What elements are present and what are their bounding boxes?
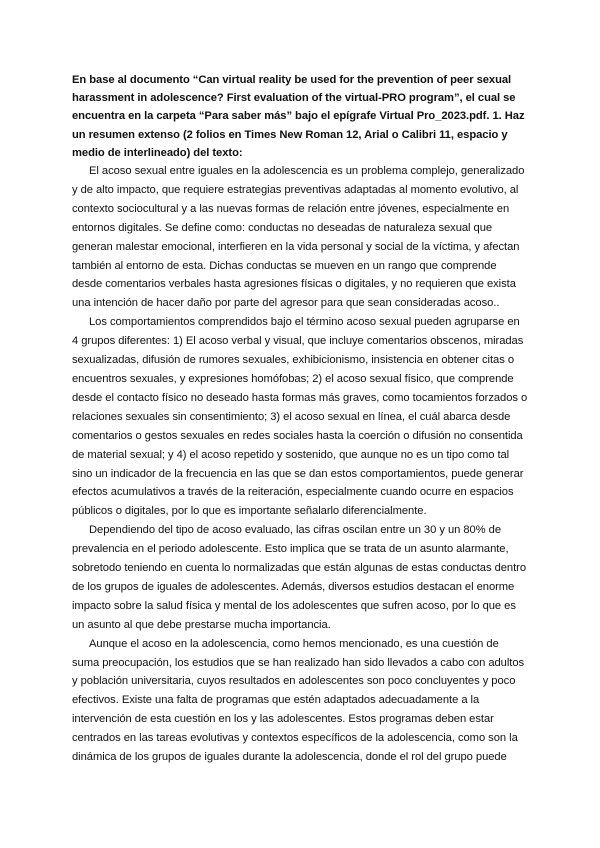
paragraph-prevalence: Dependiendo del tipo de acoso evaluado, las cifras oscilan entre un 30 y un 80% de prevalencia en el periodo adolescente. Esto implica que se trata de un asunto alarmante, sobretodo teniendo en cuenta lo normalizadas que están algunas de estas conductas dentro de los grupos de iguales de adolescentes. Además, diversos estudios destacan el enorme impacto sobre la salud física y mental de los adolescentes que sufren acoso, por lo que es un asunto al que debe prestarse mucha importancia.	[72, 524, 526, 631]
assignment-heading: En base al documento “Can virtual reality be used for the prevention of peer sexual harassment in adolescence? First evaluation of the virtual-PRO program”, el cual se encuentra en la carpeta “Para saber más” bajo el epígrafe Virtual Pro_2023.pdf. 1. Haz un resumen extenso (2 folios en Times New Roman 12, Arial o Calibri 11, espacio y medio de interlineado) del texto:	[72, 74, 525, 159]
paragraph-programs: Aunque el acoso en la adolescencia, como hemos mencionado, es una cuestión de suma preocupación, los estudios que se han realizado han sido llevados a cabo con adultos y población universitaria, cuyos resultados en adolescentes son poco concluyentes y poco efectivos. Existe una falta de programas que estén adaptados adecuadamente a la intervención de esta cuestión en los y las adolescentes. Estos programas deben estar centrados en las tareas evolutivas y contextos específicos de la adolescencia, como son la dinámica de los grupos de iguales durante la adolescencia, donde el rol del grupo puede	[72, 637, 525, 764]
paragraph-types: Los comportamientos comprendidos bajo el término acoso sexual pueden agruparse en 4 grupos diferentes: 1) El acoso verbal y visual, que incluye comentarios obscenos, miradas sexualizadas, difusión de rumores sexuales, exhibicionismo, insistencia en obtener citas o encuentros sexuales, y expresiones homófobas; 2) el acoso sexual físico, que comprende desde el contacto físico no deseado hasta formas más graves, como tocamientos forzados o relaciones sexuales sin consentimiento; 3) el acoso sexual en línea, el cuál abarca desde comentarios o gestos sexuales en redes sociales hasta la coerción o difusión no consentida de material sexual; y 4) el acoso repetido y sostenido, que aunque no es un tipo como tal sino un indicador de la frecuencia en las que se dan estos comportamientos, puede generar efectos acumulativos a través de la reiteración, especialmente cuando ocurre en espacios públicos o digitales, por lo que es importante señalarlo diferencialmente.	[72, 316, 528, 518]
paragraph-definition: El acoso sexual entre iguales en la adolescencia es un problema complejo, generalizado y de alto impacto, que requiere estrategias preventivas adaptadas al momento evolutivo, al contexto sociocultural y a las nuevas formas de relación entre jóvenes, especialmente en entornos digitales. Se define como: conductas no deseadas de naturaleza sexual que generan malestar emocional, interfieren en la vida personal y social de la víctima, y afectan también al entorno de esta. Dichas conductas se mueven en un rango que comprende desde comentarios verbales hasta agresiones físicas o digitales, y no requieren que exista una intención de hacer daño por parte del agresor para que sean consideradas acoso..	[72, 165, 525, 310]
document-body	[72, 71, 528, 767]
